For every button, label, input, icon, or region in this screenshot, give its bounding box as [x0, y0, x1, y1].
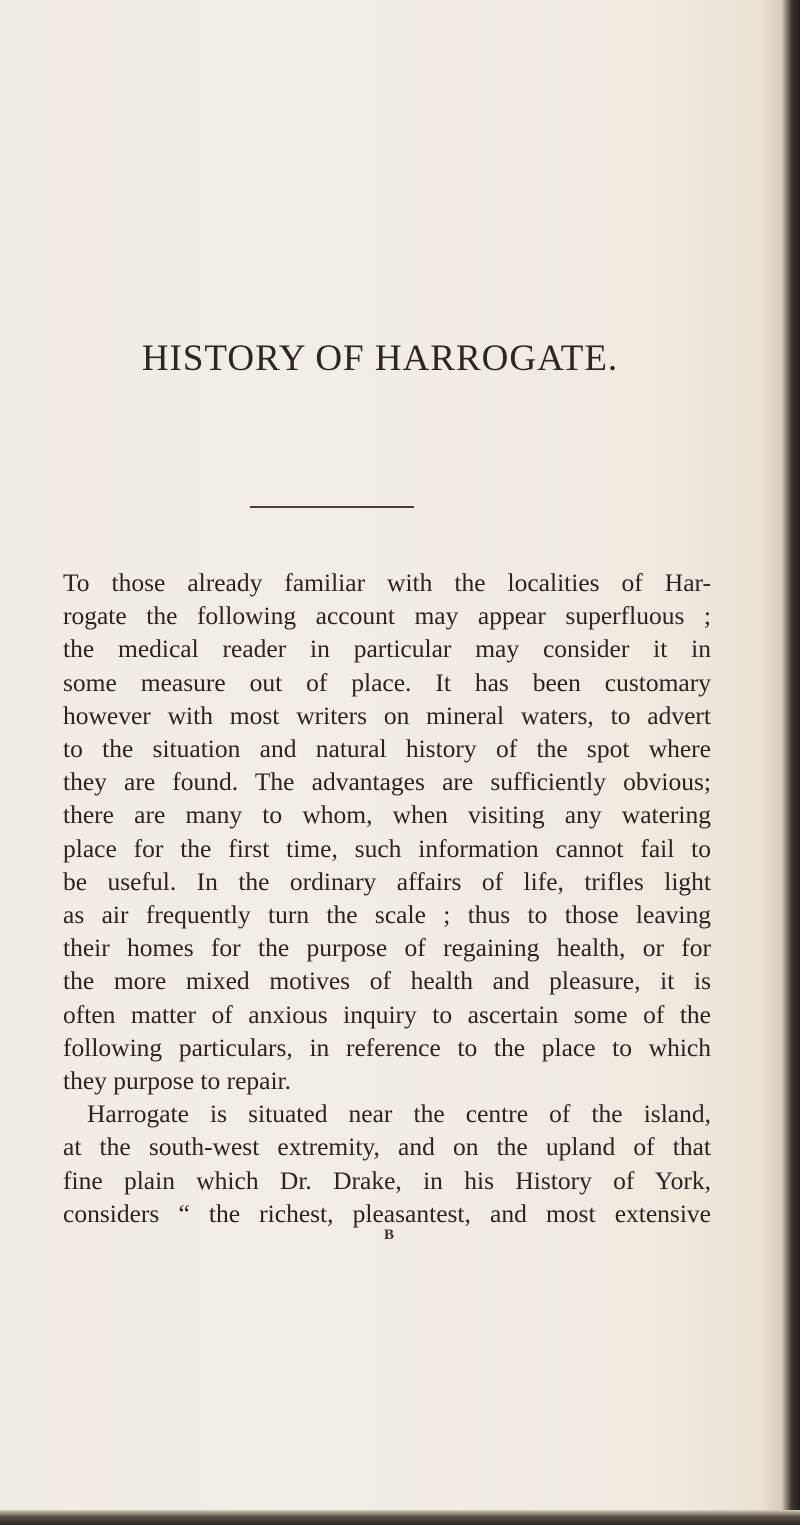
text-line: as air frequently turn the scale ; thus to those leaving [63, 900, 711, 930]
text-line: the medical reader in particular may consider it in [63, 634, 711, 664]
text-line: however with most writers on mineral waters, to advert [63, 700, 711, 730]
text-line: Harrogate is situated near the centre of the island, [87, 1099, 711, 1129]
page-bottom-edge [0, 1510, 800, 1525]
text-line: fine plain which Dr. Drake, in his History of York, [63, 1165, 711, 1195]
text-line: rogate the following account may appear superfluous ; [63, 601, 711, 631]
text-line: To those already familiar with the localities of Har- [63, 568, 711, 597]
text-line: there are many to whom, when visiting any watering [63, 800, 711, 830]
text-line: be useful. In the ordinary affairs of life, trifles light [63, 866, 711, 896]
page-title: HISTORY OF HARROGATE. [141, 338, 619, 379]
text-line: they purpose to repair. [63, 1066, 292, 1096]
text-line: place for the first time, such information cannot fail to [63, 833, 711, 863]
text-line: to the situation and natural history of the spot where [63, 734, 711, 764]
text-line: the more mixed motives of health and pleasure, it is [63, 966, 711, 996]
text-line: at the south-west extremity, and on the upland of that [63, 1132, 711, 1162]
text-line: often matter of anxious inquiry to ascertain some of the [63, 999, 711, 1029]
text-line: their homes for the purpose of regaining health, or for [63, 933, 711, 963]
body-text [63, 566, 711, 1230]
book-binding-edge [782, 0, 800, 1525]
page-gutter-shadow [760, 0, 784, 1525]
title-rule [250, 506, 414, 508]
text-line: some measure out of place. It has been customary [63, 667, 711, 697]
text-line: they are found. The advantages are sufficiently obvious; [63, 767, 711, 797]
text-line: considers “ the richest, pleasantest, and most extensive [63, 1198, 711, 1228]
text-line: following particulars, in reference to the place to which [63, 1032, 711, 1062]
signature-mark: B [384, 1227, 395, 1243]
